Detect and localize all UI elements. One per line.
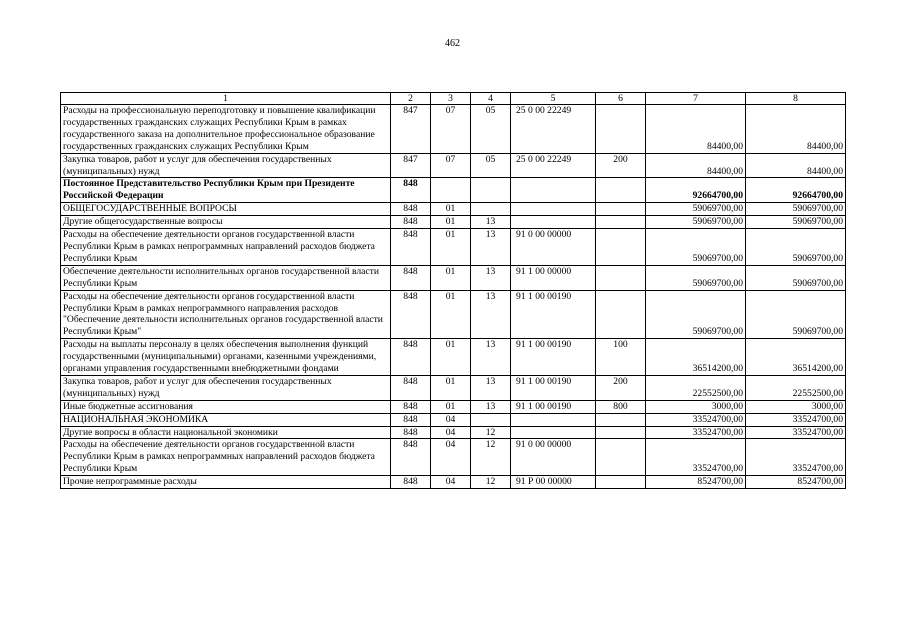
- row-department-code: 848: [391, 375, 431, 400]
- row-amount-col8: 84400,00: [746, 105, 846, 154]
- row-subsection-code: 05: [471, 105, 511, 154]
- table-row: [61, 229, 846, 266]
- row-amount-col7: 59069700,00: [646, 290, 746, 339]
- table-row: [61, 439, 846, 476]
- row-expense-type: [596, 439, 646, 476]
- row-subsection-code: 13: [471, 290, 511, 339]
- row-description: Закупка товаров, работ и услуг для обеспечения государственных (муниципальных) нужд: [61, 375, 391, 400]
- row-expense-type: [596, 413, 646, 426]
- row-target-article: 91 1 00 00190: [511, 400, 596, 413]
- row-description: Постоянное Представительство Республики Крым при Президенте Российской Федерации: [61, 178, 391, 203]
- row-expense-type: 200: [596, 375, 646, 400]
- column-header: 6: [596, 93, 646, 105]
- row-amount-col8: 92664700,00: [746, 178, 846, 203]
- row-description: Другие вопросы в области национальной экономики: [61, 426, 391, 439]
- table-row: [61, 290, 846, 339]
- row-subsection-code: [471, 178, 511, 203]
- row-amount-col8: 59069700,00: [746, 265, 846, 290]
- row-section-code: 01: [431, 290, 471, 339]
- row-target-article: [511, 203, 596, 216]
- row-amount-col7: 59069700,00: [646, 203, 746, 216]
- budget-table: [60, 92, 846, 489]
- row-amount-col8: 59069700,00: [746, 216, 846, 229]
- row-subsection-code: 12: [471, 426, 511, 439]
- row-amount-col8: 59069700,00: [746, 290, 846, 339]
- row-expense-type: [596, 476, 646, 489]
- row-subsection-code: [471, 413, 511, 426]
- row-section-code: 01: [431, 375, 471, 400]
- row-department-code: 848: [391, 400, 431, 413]
- page-number: 462: [445, 38, 460, 49]
- row-amount-col8: 59069700,00: [746, 229, 846, 266]
- row-expense-type: [596, 203, 646, 216]
- row-expense-type: [596, 216, 646, 229]
- row-amount-col8: 33524700,00: [746, 413, 846, 426]
- table-row: [61, 375, 846, 400]
- row-section-code: 01: [431, 400, 471, 413]
- row-subsection-code: 12: [471, 439, 511, 476]
- row-description: Расходы на обеспечение деятельности органов государственной власти Республики Крым в рамках непрограммных направлений расходов бюджета Республики Крым: [61, 439, 391, 476]
- row-target-article: [511, 426, 596, 439]
- row-amount-col7: 84400,00: [646, 105, 746, 154]
- column-header: 5: [511, 93, 596, 105]
- row-subsection-code: 13: [471, 229, 511, 266]
- row-department-code: 848: [391, 290, 431, 339]
- row-subsection-code: [471, 203, 511, 216]
- row-expense-type: [596, 229, 646, 266]
- row-target-article: 91 1 00 00190: [511, 339, 596, 376]
- row-expense-type: [596, 290, 646, 339]
- row-expense-type: 100: [596, 339, 646, 376]
- row-target-article: [511, 413, 596, 426]
- row-amount-col7: 22552500,00: [646, 375, 746, 400]
- row-target-article: [511, 178, 596, 203]
- row-amount-col7: 84400,00: [646, 153, 746, 178]
- row-target-article: 91 1 00 00000: [511, 265, 596, 290]
- row-subsection-code: 13: [471, 339, 511, 376]
- row-target-article: [511, 216, 596, 229]
- row-department-code: 847: [391, 105, 431, 154]
- row-expense-type: 800: [596, 400, 646, 413]
- row-expense-type: [596, 426, 646, 439]
- row-amount-col7: 33524700,00: [646, 439, 746, 476]
- row-section-code: 04: [431, 439, 471, 476]
- row-description: Обеспечение деятельности исполнительных органов государственной власти Республики Крым: [61, 265, 391, 290]
- row-target-article: 25 0 00 22249: [511, 105, 596, 154]
- row-amount-col8: 33524700,00: [746, 439, 846, 476]
- row-target-article: 91 1 00 00190: [511, 375, 596, 400]
- row-department-code: 848: [391, 426, 431, 439]
- row-amount-col8: 59069700,00: [746, 203, 846, 216]
- row-subsection-code: 13: [471, 265, 511, 290]
- row-subsection-code: 13: [471, 216, 511, 229]
- row-department-code: 848: [391, 216, 431, 229]
- row-department-code: 848: [391, 476, 431, 489]
- row-section-code: 01: [431, 203, 471, 216]
- row-section-code: 07: [431, 153, 471, 178]
- row-amount-col7: 33524700,00: [646, 426, 746, 439]
- row-description: Расходы на выплаты персоналу в целях обеспечения выполнения функций государственными (муниципальными) органами, казенными учреждениями, органами управления государственными внебюджетными фондами: [61, 339, 391, 376]
- row-subsection-code: 13: [471, 400, 511, 413]
- row-amount-col7: 36514200,00: [646, 339, 746, 376]
- row-expense-type: 200: [596, 153, 646, 178]
- row-department-code: 848: [391, 439, 431, 476]
- row-department-code: 848: [391, 203, 431, 216]
- row-amount-col7: 59069700,00: [646, 229, 746, 266]
- row-description: Другие общегосударственные вопросы: [61, 216, 391, 229]
- row-section-code: 01: [431, 216, 471, 229]
- table-header-row: [61, 93, 846, 105]
- row-amount-col7: 33524700,00: [646, 413, 746, 426]
- row-expense-type: [596, 105, 646, 154]
- row-target-article: 91 Р 00 00000: [511, 476, 596, 489]
- table-row: [61, 178, 846, 203]
- row-amount-col8: 3000,00: [746, 400, 846, 413]
- table-row: [61, 216, 846, 229]
- table-row: [61, 400, 846, 413]
- row-department-code: 848: [391, 339, 431, 376]
- row-amount-col8: 33524700,00: [746, 426, 846, 439]
- row-section-code: 07: [431, 105, 471, 154]
- row-description: Прочие непрограммные расходы: [61, 476, 391, 489]
- row-description: НАЦИОНАЛЬНАЯ ЭКОНОМИКА: [61, 413, 391, 426]
- row-amount-col8: 84400,00: [746, 153, 846, 178]
- row-section-code: 01: [431, 229, 471, 266]
- row-amount-col8: 8524700,00: [746, 476, 846, 489]
- row-description: Закупка товаров, работ и услуг для обеспечения государственных (муниципальных) нужд: [61, 153, 391, 178]
- table-row: [61, 105, 846, 154]
- table-row: [61, 339, 846, 376]
- table-row: [61, 413, 846, 426]
- column-header: 2: [391, 93, 431, 105]
- row-target-article: 91 1 00 00190: [511, 290, 596, 339]
- row-section-code: 04: [431, 426, 471, 439]
- row-section-code: [431, 178, 471, 203]
- row-amount-col7: 59069700,00: [646, 265, 746, 290]
- row-target-article: 91 0 00 00000: [511, 229, 596, 266]
- row-department-code: 848: [391, 229, 431, 266]
- column-header: 7: [646, 93, 746, 105]
- column-header: 8: [746, 93, 846, 105]
- row-amount-col7: 3000,00: [646, 400, 746, 413]
- row-description: Расходы на профессиональную переподготовку и повышение квалификации государственных гражданских служащих Республики Крым в рамках государственного заказа на дополнительное профессиональное образование государственных гражданских служащих Республики Крым: [61, 105, 391, 154]
- row-subsection-code: 13: [471, 375, 511, 400]
- row-section-code: 01: [431, 265, 471, 290]
- table-row: [61, 426, 846, 439]
- row-amount-col8: 22552500,00: [746, 375, 846, 400]
- table-row: [61, 265, 846, 290]
- row-section-code: 04: [431, 476, 471, 489]
- row-target-article: 91 0 00 00000: [511, 439, 596, 476]
- table-row: [61, 476, 846, 489]
- column-header: 4: [471, 93, 511, 105]
- row-section-code: 01: [431, 339, 471, 376]
- row-expense-type: [596, 178, 646, 203]
- row-department-code: 848: [391, 413, 431, 426]
- column-header: 1: [61, 93, 391, 105]
- row-description: Расходы на обеспечение деятельности органов государственной власти Республики Крым в рамках непрограммных направлений расходов бюджета Республики Крым: [61, 229, 391, 266]
- row-amount-col7: 8524700,00: [646, 476, 746, 489]
- row-section-code: 04: [431, 413, 471, 426]
- row-subsection-code: 12: [471, 476, 511, 489]
- table-row: [61, 203, 846, 216]
- row-amount-col8: 36514200,00: [746, 339, 846, 376]
- row-description: ОБЩЕГОСУДАРСТВЕННЫЕ ВОПРОСЫ: [61, 203, 391, 216]
- row-department-code: 848: [391, 265, 431, 290]
- column-header: 3: [431, 93, 471, 105]
- row-amount-col7: 92664700,00: [646, 178, 746, 203]
- row-amount-col7: 59069700,00: [646, 216, 746, 229]
- row-description: Иные бюджетные ассигнования: [61, 400, 391, 413]
- row-department-code: 848: [391, 178, 431, 203]
- table-row: [61, 153, 846, 178]
- row-description: Расходы на обеспечение деятельности органов государственной власти Республики Крым в рамках непрограммного направления расходов "Обеспечение деятельности исполнительных органов государственной власти Республики Крым": [61, 290, 391, 339]
- row-department-code: 847: [391, 153, 431, 178]
- row-subsection-code: 05: [471, 153, 511, 178]
- row-target-article: 25 0 00 22249: [511, 153, 596, 178]
- row-expense-type: [596, 265, 646, 290]
